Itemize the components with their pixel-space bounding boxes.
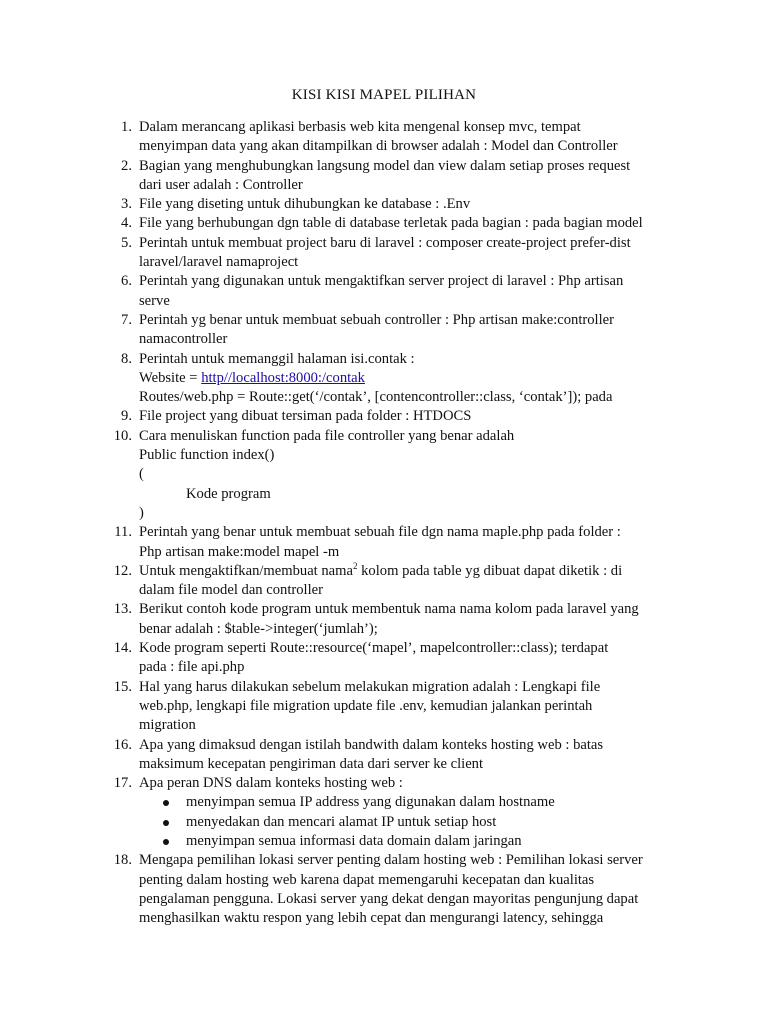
item-number: 1. bbox=[121, 119, 132, 135]
item-number: 16. bbox=[113, 736, 132, 753]
item-text: serve bbox=[139, 292, 170, 309]
list-item-11 bbox=[0, 523, 768, 562]
item-text: Berikut contoh kode program untuk membentuk nama nama kolom pada laravel yang bbox=[139, 601, 639, 618]
list-item-4 bbox=[0, 214, 768, 233]
list-item-2 bbox=[0, 157, 768, 196]
code-line: ) bbox=[139, 504, 144, 521]
list-item-9 bbox=[0, 407, 768, 426]
item-text: menyimpan data yang akan ditampilkan di browser adalah : Model dan Controller bbox=[139, 138, 618, 155]
item-text: Apa peran DNS dalam konteks hosting web : bbox=[139, 775, 403, 792]
item-number: 14. bbox=[113, 640, 132, 657]
list-item-1 bbox=[0, 118, 768, 157]
item-text: File yang diseting untuk dihubungkan ke database : .Env bbox=[139, 196, 471, 213]
item-text: menghasilkan waktu respon yang lebih cepat dan mengurangi latency, sehingga bbox=[139, 910, 604, 927]
item-text: Perintah yang benar untuk membuat sebuah file dgn nama maple.php pada folder : bbox=[139, 524, 621, 541]
item-number: 6. bbox=[121, 273, 132, 290]
code-line-indented: Kode program bbox=[186, 485, 271, 502]
item-text bbox=[139, 562, 680, 581]
item-number: 11. bbox=[114, 524, 132, 541]
item-text: Perintah yg benar untuk membuat sebuah controller : Php artisan make:controller bbox=[139, 311, 614, 328]
list-item-18 bbox=[0, 851, 768, 928]
item-text-part: kolom pada table yg dibuat dapat diketik : di bbox=[357, 562, 623, 579]
list-item-12 bbox=[0, 562, 768, 601]
item-number: 15. bbox=[113, 678, 132, 695]
item-text: Php artisan make:model mapel -m bbox=[139, 543, 340, 560]
item-number: 3. bbox=[121, 196, 132, 213]
bullet-list bbox=[139, 793, 680, 851]
item-number: 18. bbox=[113, 852, 132, 869]
bullet-dot-icon bbox=[163, 820, 169, 826]
list-item-5 bbox=[0, 234, 768, 273]
item-number: 9. bbox=[121, 408, 132, 425]
item-number: 13. bbox=[113, 601, 132, 618]
bullet-dot-icon bbox=[163, 839, 169, 845]
item-text: pengalaman pengguna. Lokasi server yang dekat dengan mayoritas pengunjung dapat bbox=[139, 890, 639, 907]
list-item-17 bbox=[0, 774, 768, 851]
item-text: Perintah yang digunakan untuk mengaktifkan server project di laravel : Php artisan bbox=[139, 273, 624, 290]
list-item-15 bbox=[0, 678, 768, 736]
item-text: laravel/laravel namaproject bbox=[139, 254, 299, 271]
list-item-3 bbox=[0, 195, 768, 214]
list-item-8 bbox=[0, 350, 768, 408]
item-text: benar adalah : $table->integer(‘jumlah’); bbox=[139, 620, 378, 637]
list-item-6 bbox=[0, 272, 768, 311]
bullet-text: menyimpan semua informasi data domain dalam jaringan bbox=[186, 832, 522, 849]
list-item-7 bbox=[0, 311, 768, 350]
item-number: 2. bbox=[121, 157, 132, 174]
bullet-item bbox=[139, 832, 680, 851]
list-item-10 bbox=[0, 427, 768, 523]
superscript: 2 bbox=[352, 560, 358, 571]
item-text: dalam file model dan controller bbox=[139, 582, 323, 599]
item-text: pada : file api.php bbox=[139, 659, 245, 676]
list-item-16 bbox=[0, 736, 768, 775]
code-line: Public function index() bbox=[139, 447, 275, 464]
item-text: maksimum kecepatan pengiriman data dari server ke client bbox=[139, 755, 484, 772]
document-title: KISI KISI MAPEL PILIHAN bbox=[291, 87, 477, 103]
route-line: Routes/web.php = Route::get(‘/contak’, [contencontroller::class, ‘contak’]); pada bbox=[139, 389, 613, 406]
item-text: Dalam merancang aplikasi berbasis web kita mengenal konsep mvc, tempat bbox=[139, 119, 581, 135]
item-text: namacontroller bbox=[139, 331, 228, 348]
item-number: 17. bbox=[113, 775, 132, 792]
item-number: 10. bbox=[113, 427, 132, 444]
item-text: Kode program seperti Route::resource(‘mapel’, mapelcontroller::class); terdapat bbox=[139, 640, 609, 657]
item-text: Bagian yang menghubungkan langsung model dan view dalam setiap proses request bbox=[139, 157, 631, 174]
item-text: Hal yang harus dilakukan sebelum melakukan migration adalah : Lengkapi file bbox=[139, 678, 601, 695]
bullet-item bbox=[139, 813, 680, 832]
item-number: 4. bbox=[121, 215, 132, 232]
list-item-14 bbox=[0, 639, 768, 678]
code-line: ( bbox=[139, 466, 144, 483]
item-text: web.php, lengkapi file migration update file .env, kemudian jalankan perintah bbox=[139, 697, 593, 714]
item-text-part: Untuk mengaktifkan/membuat nama bbox=[139, 562, 353, 579]
website-link[interactable]: http//localhost:8000:/contak bbox=[201, 369, 365, 386]
item-number: 7. bbox=[121, 311, 132, 328]
item-text: Mengapa pemilihan lokasi server penting dalam hosting web : Pemilihan lokasi server bbox=[139, 852, 643, 869]
website-line bbox=[139, 369, 680, 388]
item-text: Cara menuliskan function pada file controller yang benar adalah bbox=[139, 427, 515, 444]
bullet-text: menyedakan dan mencari alamat IP untuk setiap host bbox=[186, 813, 497, 830]
bullet-text: menyimpan semua IP address yang digunakan dalam hostname bbox=[186, 794, 555, 811]
item-number: 5. bbox=[121, 234, 132, 251]
item-text: Perintah untuk memanggil halaman isi.contak : bbox=[139, 350, 415, 367]
item-text: File project yang dibuat tersiman pada folder : HTDOCS bbox=[139, 408, 472, 425]
item-text: File yang berhubungan dgn table di database terletak pada bagian : pada bagian model bbox=[139, 215, 643, 232]
bullet-dot-icon bbox=[163, 800, 169, 806]
item-number: 12. bbox=[113, 562, 132, 579]
item-number: 8. bbox=[121, 350, 132, 367]
item-text: Perintah untuk membuat project baru di laravel : composer create-project prefer-dist bbox=[139, 234, 631, 251]
item-text: penting dalam hosting web karena dapat memengaruhi kecepatan dan kualitas bbox=[139, 871, 595, 888]
item-text: Apa yang dimaksud dengan istilah bandwith dalam konteks hosting web : batas bbox=[139, 736, 604, 753]
list-item-13 bbox=[0, 600, 768, 639]
item-text: migration bbox=[139, 717, 196, 734]
bullet-item bbox=[139, 793, 680, 812]
website-prefix: Website = bbox=[139, 369, 202, 386]
question-list bbox=[0, 118, 768, 928]
item-text: dari user adalah : Controller bbox=[139, 176, 303, 193]
